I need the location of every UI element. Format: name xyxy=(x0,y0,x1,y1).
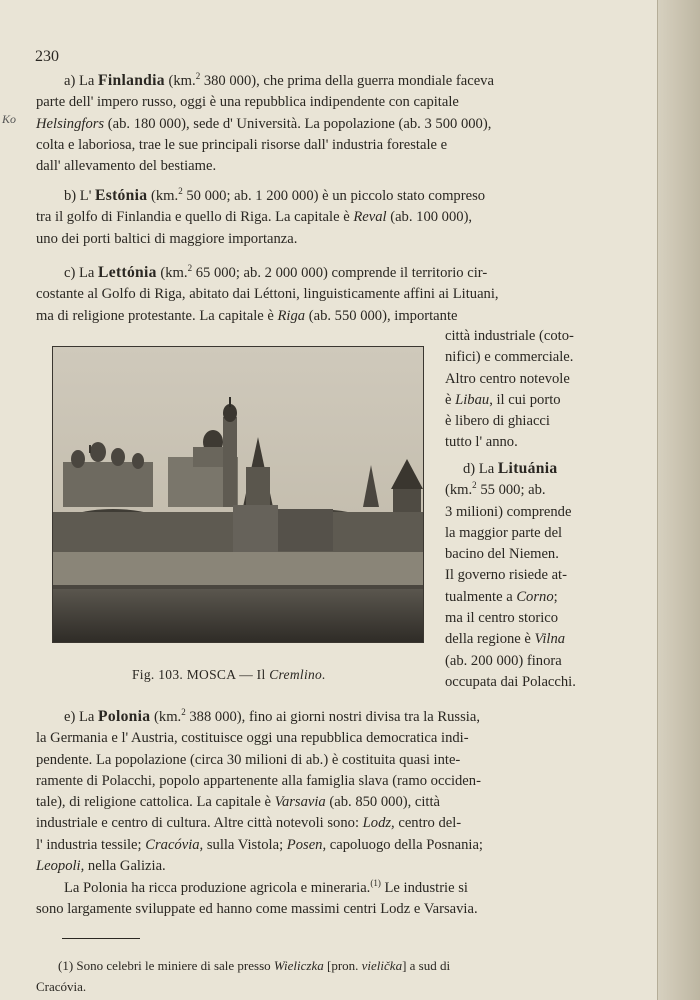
superscript: 2 xyxy=(181,707,186,718)
country-name: Finlandia xyxy=(98,72,165,89)
text: (ab. 100 000), xyxy=(386,209,473,226)
text: 380 000), che prima della guerra mondiale faceva xyxy=(200,73,494,89)
superscript: 2 xyxy=(195,71,201,82)
text-line: sono largamente sviluppate ed hanno come massimi centri Lodz e Varsavia. xyxy=(36,901,478,918)
city-name: Riga xyxy=(277,307,306,324)
text: della regione è xyxy=(445,631,535,648)
kremlin-illustration xyxy=(53,347,423,642)
text-line: parte dell' impero russo, oggi è una repubblica indipendente con capitale xyxy=(36,94,459,111)
text-line: città industriale (coto- xyxy=(445,328,574,344)
city-name: Leopoli, xyxy=(36,858,85,875)
text-line: pendente. La popolazione (circa 30 milioni di ab.) è costituita quasi inte- xyxy=(36,751,461,768)
text: (km. xyxy=(164,73,196,89)
text-line: colta e laboriosa, trae le sue principali risorse dall' industria forestale e xyxy=(36,136,448,153)
text: 55 000; ab. xyxy=(476,482,546,499)
paragraph-polonia-economy xyxy=(36,878,609,921)
kremlin-photo xyxy=(52,346,424,643)
country-name: Estónia xyxy=(95,187,148,204)
text-line: è libero di ghiacci xyxy=(445,413,550,430)
city-name: Libau xyxy=(455,391,490,408)
text: 388 000), fino ai giorni nostri divisa tra la Russia, xyxy=(185,709,480,725)
text: (ab. 180 000), sede d' Università. La popolazione (ab. 3 500 000), xyxy=(104,115,492,132)
page-edge xyxy=(657,0,700,1000)
city-name: Helsingfors xyxy=(36,115,105,132)
footnote xyxy=(36,955,609,997)
text: Sono celebri le miniere di sale presso xyxy=(73,958,274,973)
page-number: 230 xyxy=(35,48,59,65)
text: (ab. 850 000), città xyxy=(325,794,441,811)
text-line: la Germania e l' Austria, costituisce oggi una repubblica democratica indi- xyxy=(36,730,469,747)
text: ma di religione protestante. La capitale è xyxy=(36,307,278,324)
text-line: occupata dai Polacchi. xyxy=(445,673,576,690)
margin-note: Ko xyxy=(2,112,17,126)
country-name: Lituánia xyxy=(497,460,558,477)
text-line: (ab. 200 000) finora xyxy=(445,652,562,669)
text-line: costante al Golfo di Riga, abitato dai Léttoni, linguisticamente affini ai Lituani, xyxy=(36,286,499,303)
city-name: Reval xyxy=(353,209,387,226)
paragraph-finlandia xyxy=(36,70,609,177)
paragraph-lituania xyxy=(445,458,609,693)
text-line: nifici) e commerciale. xyxy=(445,349,574,366)
text: (ab. 550 000), importante xyxy=(305,307,458,324)
text: industriale e centro di cultura. Altre città notevoli sono: xyxy=(36,815,363,832)
caption-text: Fig. 103. MOSCA — Il xyxy=(132,667,270,682)
city-name: Vilna xyxy=(534,631,566,648)
text-line: la maggior parte del xyxy=(445,524,563,541)
text-line: ma il centro storico xyxy=(445,610,559,627)
text: centro del- xyxy=(394,815,462,832)
text: [pron. xyxy=(323,958,362,973)
text-line: Il governo risiede at- xyxy=(445,567,567,584)
text: La Polonia ha ricca produzione agricola e mineraria. xyxy=(64,880,371,896)
text-line: tutto l' anno. xyxy=(445,434,518,451)
place-name: Wieliczka xyxy=(273,958,324,973)
paragraph-lettonia-wrap xyxy=(445,326,609,454)
text: 50 000; ab. 1 200 000) è un piccolo stato compreso xyxy=(182,188,486,204)
text-line: uno dei porti baltici di maggiore importanza. xyxy=(36,230,298,247)
paragraph-polonia xyxy=(36,706,609,877)
city-name: Posen, xyxy=(286,836,327,853)
para-a-prefix: a) La xyxy=(64,73,99,89)
text: tualmente a xyxy=(445,588,517,605)
superscript: 2 xyxy=(178,186,183,197)
para-b-prefix: b) L' xyxy=(64,188,95,204)
country-name: Polonia xyxy=(98,708,151,725)
text: (km. xyxy=(147,188,179,204)
footnote-marker: (1) xyxy=(58,958,74,973)
text: ; xyxy=(553,588,558,605)
paragraph-lettonia xyxy=(36,262,609,327)
text-line: Altro centro notevole xyxy=(445,370,570,387)
figure-caption xyxy=(132,667,326,683)
city-name: Corno xyxy=(516,588,554,605)
text: l' industria tessile; xyxy=(36,836,146,853)
text: Le industrie si xyxy=(380,880,468,896)
pronunciation: vielička xyxy=(361,958,403,973)
paragraph-estonia xyxy=(36,185,609,250)
superscript: 2 xyxy=(187,263,193,274)
caption-italic: Cremlino. xyxy=(269,667,326,682)
text-line: ramente di Polacchi, popolo appartenente alla famiglia slava (ramo occiden- xyxy=(36,772,481,789)
para-e-prefix: e) La xyxy=(64,709,99,725)
text: è xyxy=(445,391,456,408)
text: (km. xyxy=(445,482,473,499)
para-c-prefix: c) La xyxy=(64,265,99,281)
text: ] a sud di xyxy=(402,958,451,973)
footnote-ref: (1) xyxy=(370,878,381,889)
text-line: Cracóvia. xyxy=(36,979,87,994)
text: tra il golfo di Finlandia e quello di Riga. La capitale è xyxy=(36,209,354,226)
text: 65 000; ab. 2 000 000) comprende il territorio cir- xyxy=(192,265,488,281)
text: nella Galizia. xyxy=(84,858,166,875)
text-line: bacino del Niemen. xyxy=(445,546,559,563)
text: sulla Vistola; xyxy=(203,836,287,853)
text-line: 3 milioni) comprende xyxy=(445,503,572,520)
city-name: Cracóvia, xyxy=(145,836,204,853)
text-line: dall' allevamento del bestiame. xyxy=(36,158,217,175)
para-d-prefix: d) La xyxy=(463,461,498,477)
city-name: Varsavia xyxy=(274,794,326,811)
superscript: 2 xyxy=(472,480,477,491)
text: (km. xyxy=(156,265,188,281)
text: capoluogo della Posnania; xyxy=(326,836,483,853)
footnote-divider xyxy=(62,938,140,939)
city-name: Lodz, xyxy=(362,815,395,832)
text: tale), di religione cattolica. La capitale è xyxy=(36,794,275,811)
text: , il cui porto xyxy=(489,391,561,408)
text: (km. xyxy=(150,709,182,725)
country-name: Lettónia xyxy=(98,264,157,281)
